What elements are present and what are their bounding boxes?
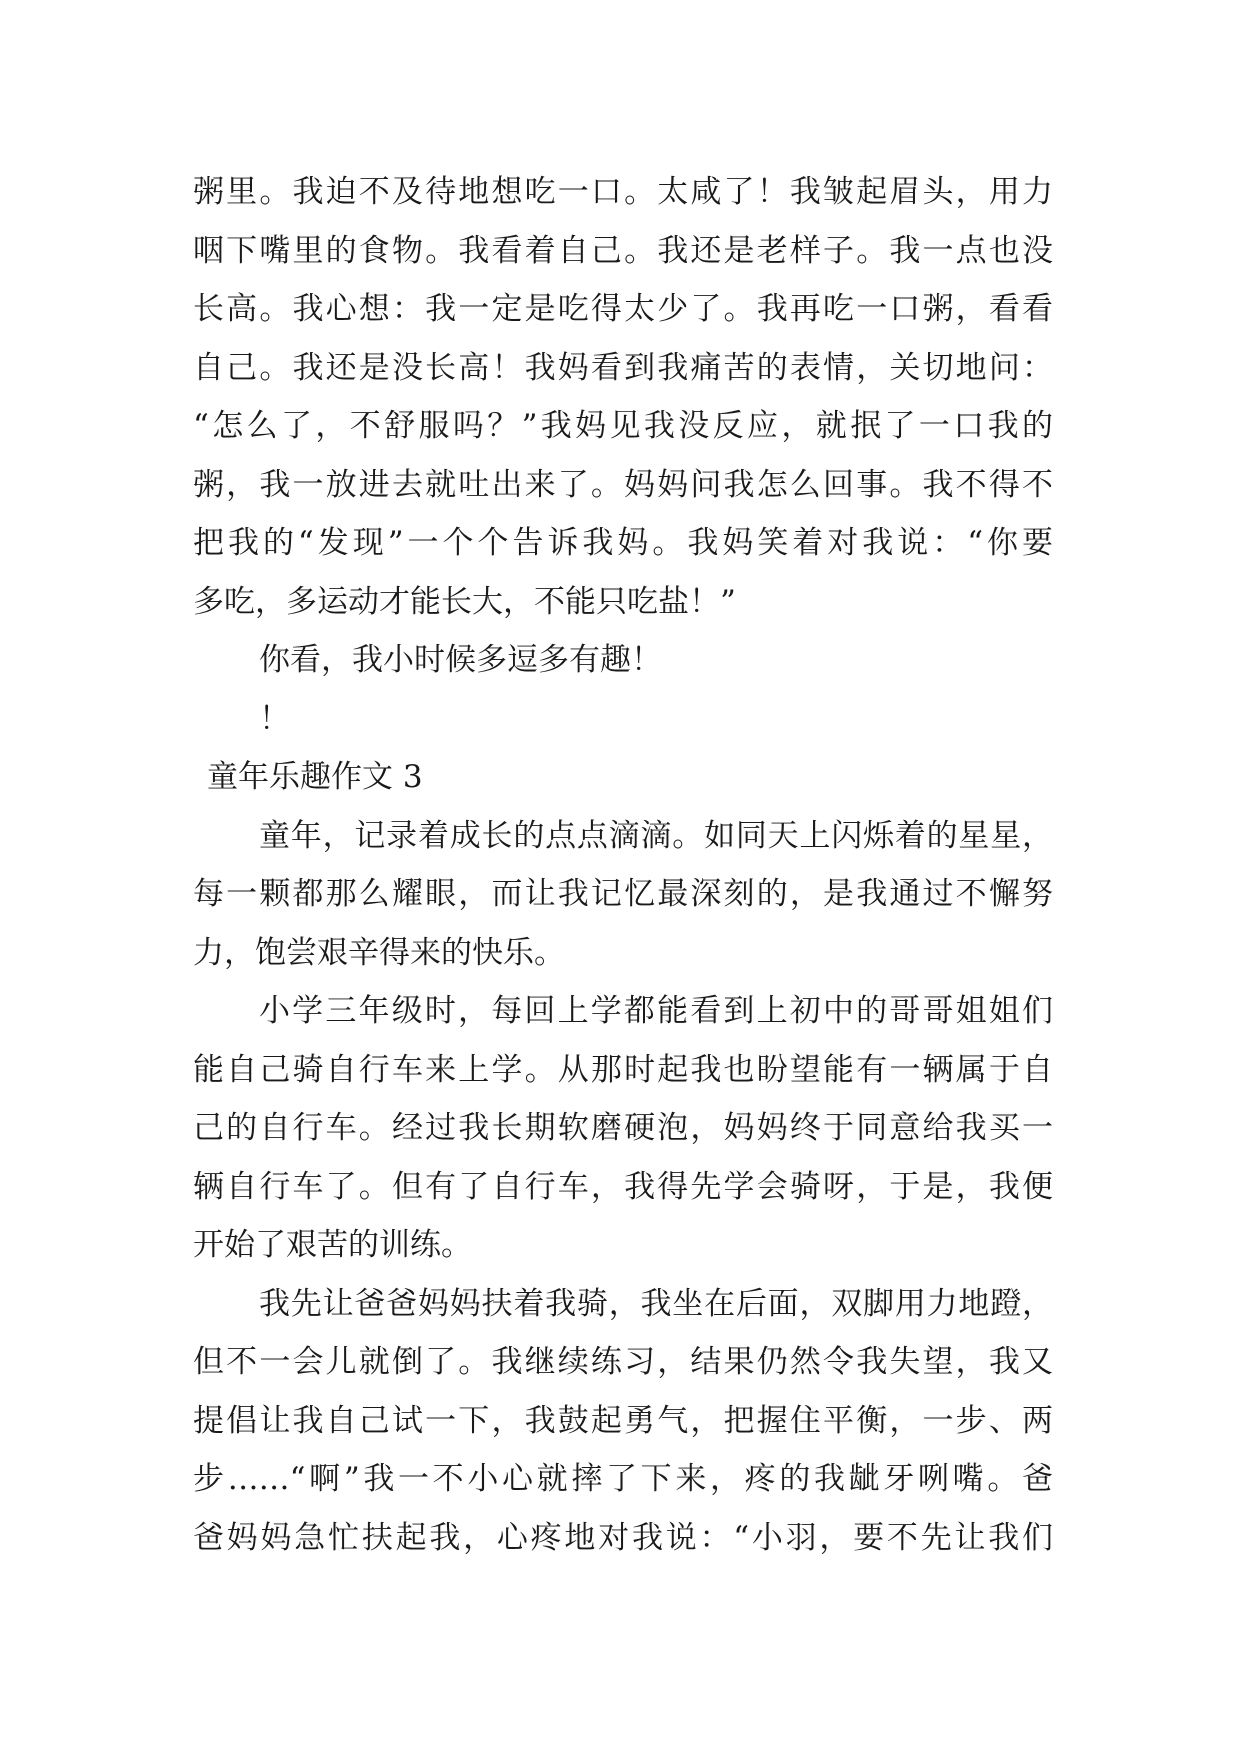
text-line: 小学三年级时，每回上学都能看到上初中的哥哥姐姐们	[259, 993, 1053, 1029]
text-line: ！	[259, 700, 290, 737]
text-line: 己的自行车。经过我长期软磨硬泡，妈妈终于同意给我买一	[193, 1110, 1053, 1146]
text-line: 提倡让我自己试一下，我鼓起勇气，把握住平衡，一步、两	[193, 1402, 1053, 1439]
text-line: 能自己骑自行车来上学。从那时起我也盼望能有一辆属于自	[193, 1051, 1053, 1088]
text-line: 自己。我还是没长高！我妈看到我痛苦的表情，关切地问：	[193, 349, 1053, 386]
text-line: 长高。我心想：我一定是吃得太少了。我再吃一口粥，看看	[193, 291, 1053, 327]
text-line: 每一颗都那么耀眼，而让我记忆最深刻的，是我通过不懈努	[193, 876, 1053, 912]
text-line: 开始了艰苦的训练。	[193, 1227, 472, 1263]
text-line: 咽下嘴里的食物。我看着自己。我还是老样子。我一点也没	[193, 232, 1053, 269]
text-line: 粥里。我迫不及待地想吃一口。太咸了！我皱起眉头，用力	[193, 174, 1053, 210]
text-line: 步……“啊”我一不小心就摔了下来，疼的我龇牙咧嘴。爸	[193, 1461, 1053, 1497]
document-body	[193, 163, 1053, 1567]
text-line: 辆自行车了。但有了自行车，我得先学会骑呀，于是，我便	[193, 1168, 1053, 1205]
text-line: 把我的“发现”一个个告诉我妈。我妈笑着对我说：“你要	[193, 525, 1053, 561]
text-line: 我先让爸爸妈妈扶着我骑，我坐在后面，双脚用力地蹬，	[259, 1285, 1053, 1322]
text-line: 力，饱尝艰辛得来的快乐。	[193, 934, 565, 971]
text-line: 爸妈妈急忙扶起我，心疼地对我说：“小羽，要不先让我们	[193, 1519, 1053, 1556]
text-line: 粥，我一放进去就吐出来了。妈妈问我怎么回事。我不得不	[193, 466, 1053, 503]
text-line: 多吃，多运动才能长大，不能只吃盐！”	[193, 583, 736, 620]
text-line: 童年，记录着成长的点点滴滴。如同天上闪烁着的星星，	[259, 817, 1053, 854]
section-heading: 童年乐趣作文 3	[207, 759, 423, 795]
text-line: “怎么了，不舒服吗？”我妈见我没反应，就抿了一口我的	[193, 408, 1053, 444]
text-line: 但不一会儿就倒了。我继续练习，结果仍然令我失望，我又	[193, 1344, 1053, 1380]
text-line: 你看，我小时候多逗多有趣！	[259, 642, 662, 678]
